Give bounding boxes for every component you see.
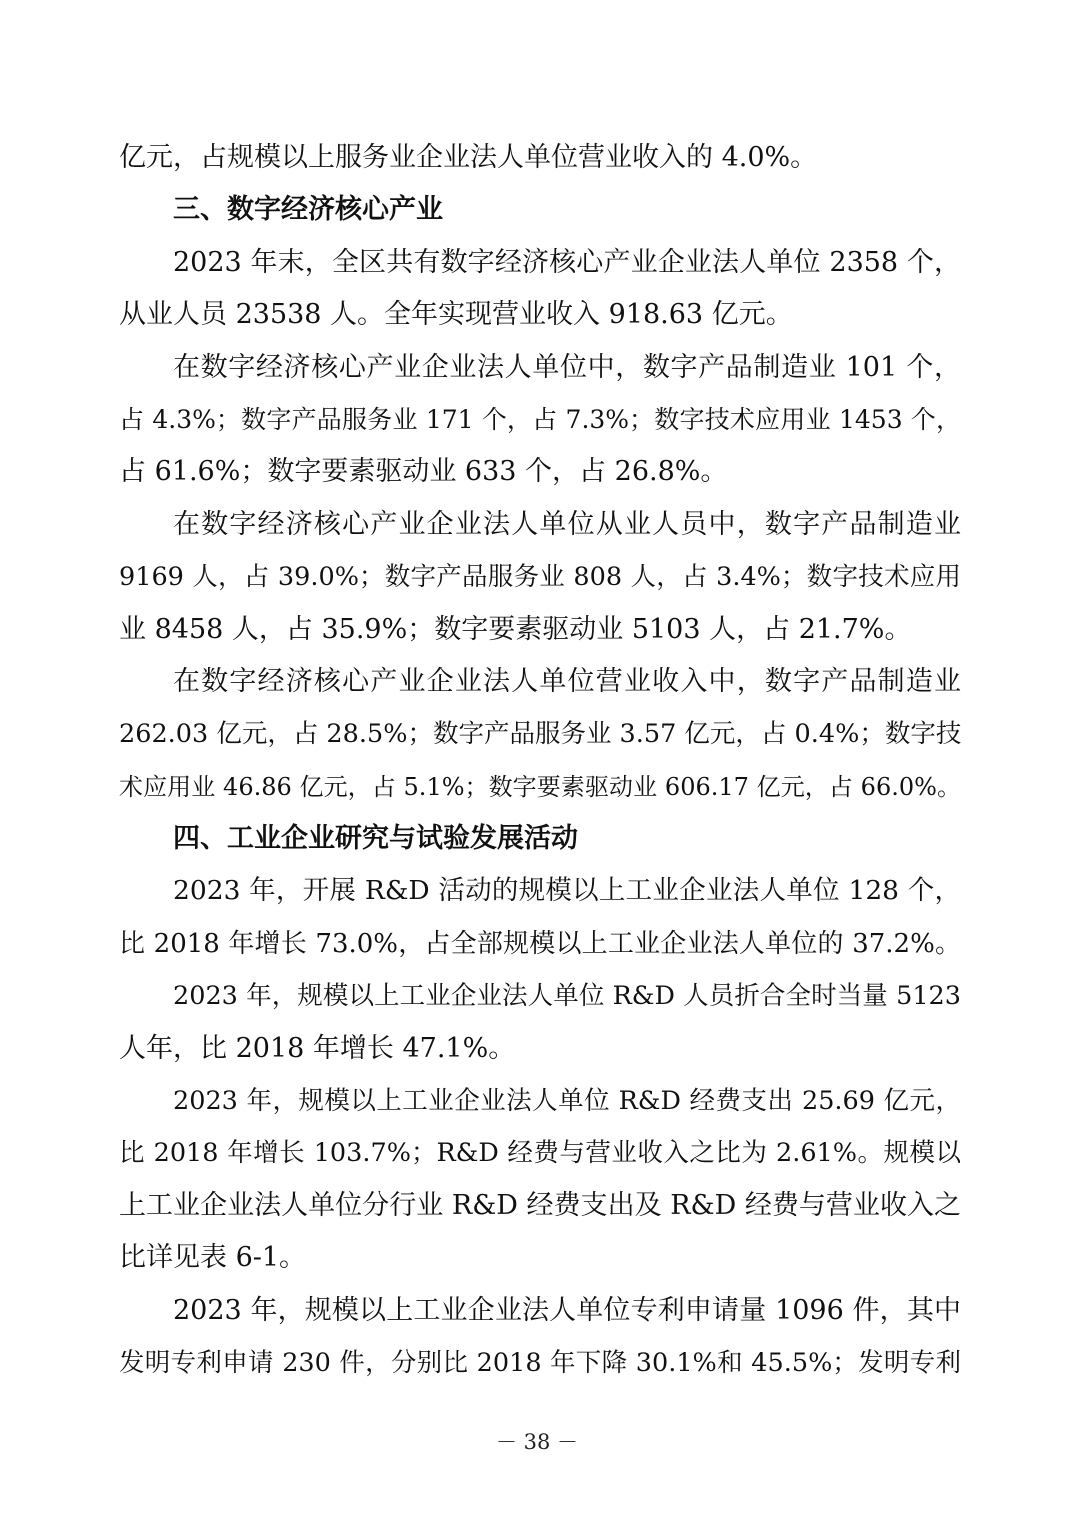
page-number: － 38 － — [495, 1430, 579, 1454]
section-heading: 三、数字经济核心产业 — [173, 194, 443, 226]
text-line: 2023 年，开展 R&D 活动的规模以上工业企业法人单位 128 个， — [173, 875, 961, 907]
text-line: 占 61.6%；数字要素驱动业 633 个，占 26.8%。 — [119, 456, 728, 488]
text-line: 2023 年，规模以上工业企业法人单位 R&D 经费支出 25.69 亿元， — [173, 1086, 961, 1117]
text-line: 在数字经济核心产业企业法人单位从业人员中，数字产品制造业 — [173, 508, 961, 540]
text-line: 9169 人，占 39.0%；数字产品服务业 808 人，占 3.4%；数字技术应用 — [119, 562, 961, 593]
text-line: 人年，比 2018 年增长 47.1%。 — [119, 1032, 516, 1064]
document-body — [119, 132, 961, 1389]
text-line: 2023 年，规模以上工业企业法人单位专利申请量 1096 件，其中 — [173, 1294, 961, 1326]
text-line: 业 8458 人，占 35.9%；数字要素驱动业 5103 人，占 21.7%。 — [119, 613, 912, 645]
text-line: 从业人员 23538 人。全年实现营业收入 918.63 亿元。 — [119, 299, 793, 331]
text-line: 术应用业 46.86 亿元，占 5.1%；数字要素驱动业 606.17 亿元，占 66.0%。 — [119, 772, 961, 801]
text-line: 上工业企业法人单位分行业 R&D 经费支出及 R&D 经费与营业收入之 — [119, 1189, 961, 1221]
text-line: 比详见表 6-1。 — [119, 1242, 307, 1274]
section-heading: 四、工业企业研究与试验发展活动 — [173, 823, 578, 855]
text-line: 比 2018 年增长 73.0%，占全部规模以上工业企业法人单位的 37.2%。 — [119, 928, 961, 959]
text-line: 在数字经济核心产业企业法人单位营业收入中，数字产品制造业 — [173, 665, 961, 697]
text-line: 262.03 亿元，占 28.5%；数字产品服务业 3.57 亿元，占 0.4%；数字技 — [119, 719, 961, 750]
text-line: 2023 年，规模以上工业企业法人单位 R&D 人员折合全时当量 5123 — [173, 981, 961, 1012]
text-line: 亿元，占规模以上服务业企业法人单位营业收入的 4.0%。 — [119, 142, 818, 173]
text-line: 2023 年末，全区共有数字经济核心产业企业法人单位 2358 个， — [173, 246, 961, 278]
text-line: 占 4.3%；数字产品服务业 171 个，占 7.3%；数字技术应用业 1453 个， — [119, 404, 961, 434]
text-line: 在数字经济核心产业企业法人单位中，数字产品制造业 101 个， — [173, 351, 961, 383]
text-line: 比 2018 年增长 103.7%；R&D 经费与营业收入之比为 2.61%。规模以 — [119, 1138, 961, 1169]
text-line: 发明专利申请 230 件，分别比 2018 年下降 30.1%和 45.5%；发明专利 — [119, 1347, 961, 1378]
